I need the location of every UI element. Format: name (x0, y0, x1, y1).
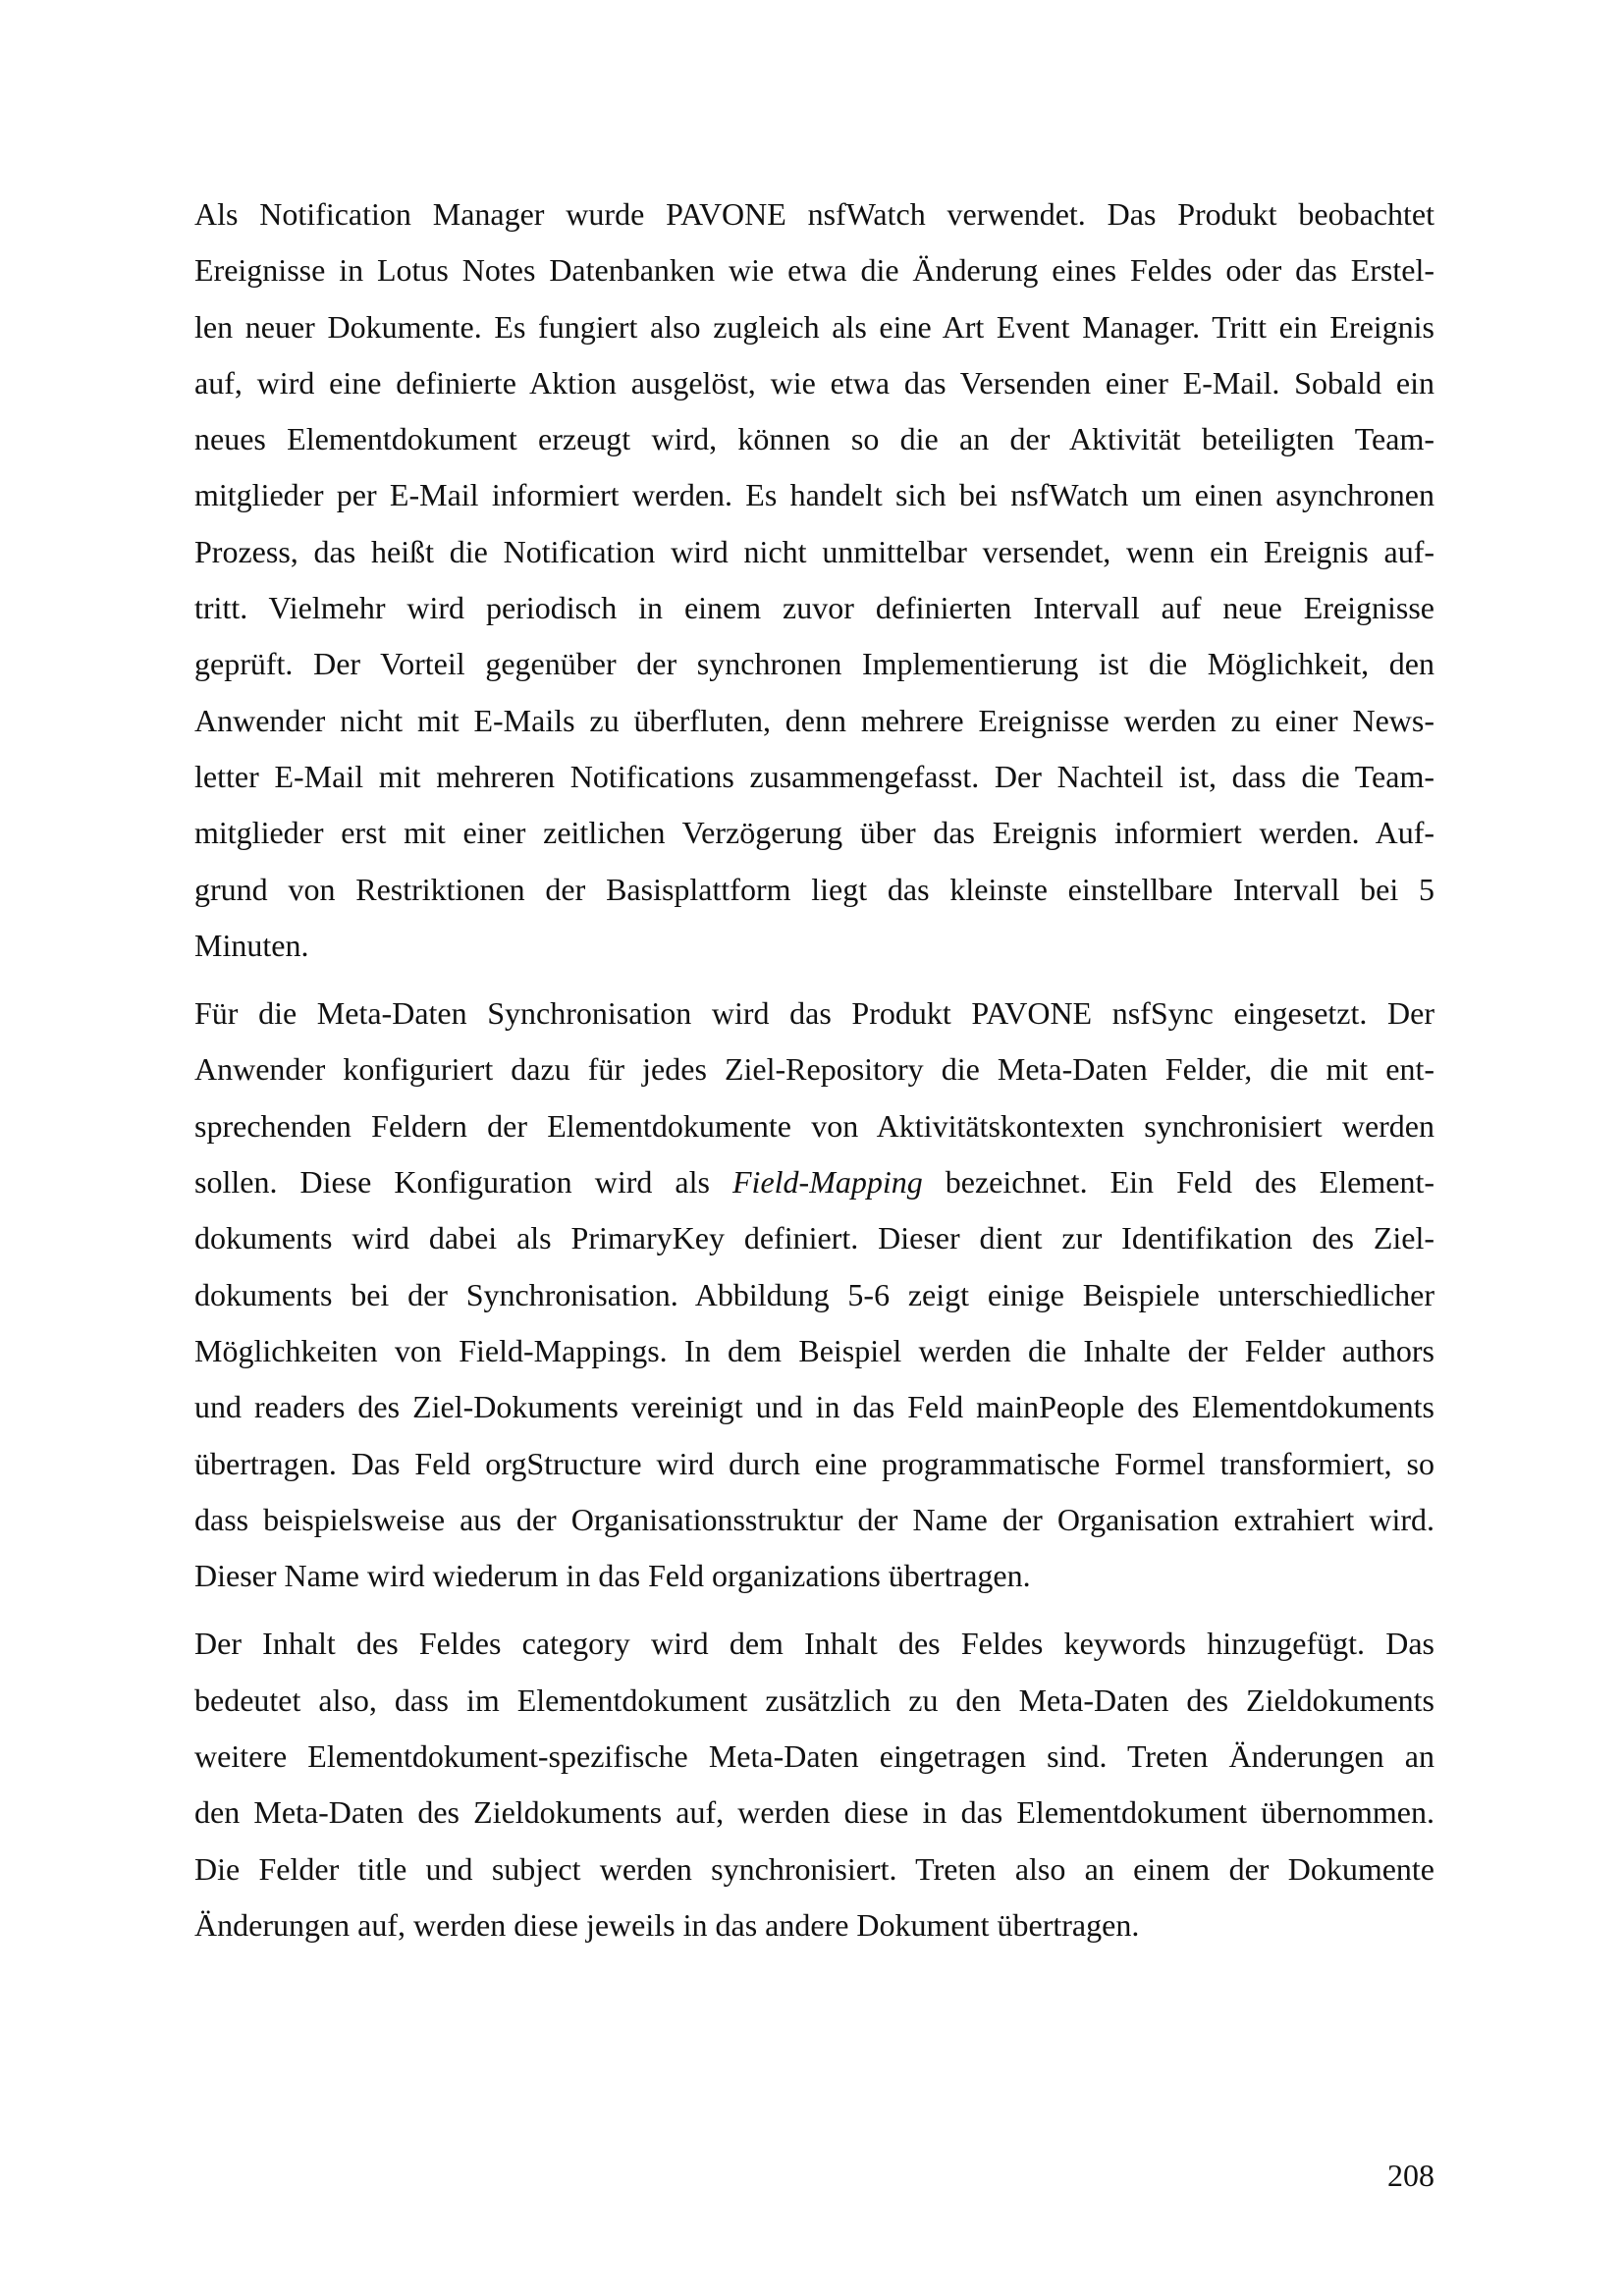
text-line: mitglieder per E-Mail informiert werden. Es handelt sich bei nsfWatch um einen asynchronen (194, 477, 1434, 513)
text-line: Die Felder title und subject werden synchronisiert. Treten also an einem der Dokumente (194, 1850, 1434, 1887)
text-line: Anwender konfiguriert dazu für jedes Ziel-Repository die Meta-Daten Felder, die mit ent- (194, 1051, 1434, 1088)
text-line: mitglieder erst mit einer zeitlichen Verzögerung über das Ereignis informiert werden. Auf- (194, 815, 1434, 851)
text-line: Minuten. (194, 927, 309, 963)
text-line: grund von Restriktionen der Basisplattform liegt das kleinste einstellbare Intervall bei 5 (194, 871, 1434, 907)
text-line: Änderungen auf, werden diese jeweils in das andere Dokument übertragen. (194, 1906, 1140, 1943)
paragraph-metadata-sync (194, 986, 1434, 1604)
text-line: Der Inhalt des Feldes category wird dem Inhalt des Feldes keywords hinzugefügt. Das (194, 1626, 1434, 1662)
text-line: len neuer Dokumente. Es fungiert also zugleich als eine Art Event Manager. Tritt ein Ereignis (194, 308, 1434, 345)
paragraph-category-keywords (194, 1616, 1434, 1953)
text-run: sollen. Diese Konfiguration wird als (194, 1164, 732, 1201)
text-line: Möglichkeiten von Field-Mappings. In dem Beispiel werden die Inhalte der Felder authors (194, 1332, 1434, 1368)
text-line: neues Elementdokument erzeugt wird, können so die an der Aktivität beteiligten Team- (194, 421, 1434, 457)
text-line: Ereignisse in Lotus Notes Datenbanken wie etwa die Änderung eines Feldes oder das Erstel- (194, 252, 1434, 289)
text-line: Dieser Name wird wiederum in das Feld organizations übertragen. (194, 1558, 1031, 1594)
text-line: dokuments bei der Synchronisation. Abbildung 5-6 zeigt einige Beispiele unterschiedlicher (194, 1276, 1434, 1312)
text-line: Anwender nicht mit E-Mails zu überfluten, denn mehrere Ereignisse werden zu einer News- (194, 702, 1434, 738)
text-line: übertragen. Das Feld orgStructure wird durch eine programmatische Formel transformiert, so (194, 1445, 1434, 1481)
text-line: dokuments wird dabei als PrimaryKey definiert. Dieser dient zur Identifikation des Ziel- (194, 1220, 1434, 1256)
text-line: letter E-Mail mit mehreren Notifications zusammengefasst. Der Nachteil ist, dass die Team- (194, 758, 1434, 794)
text-line: Für die Meta-Daten Synchronisation wird das Produkt PAVONE nsfSync eingesetzt. Der (194, 995, 1434, 1032)
text-line: geprüft. Der Vorteil gegenüber der synchronen Implementierung ist die Möglichkeit, den (194, 646, 1434, 682)
text-line: tritt. Vielmehr wird periodisch in einem zuvor definierten Intervall auf neue Ereignisse (194, 590, 1434, 626)
text-line: Prozess, das heißt die Notification wird nicht unmittelbar versendet, wenn ein Ereignis auf- (194, 533, 1434, 569)
text-line: bedeutet also, dass im Elementdokument zusätzlich zu den Meta-Daten des Zieldokuments (194, 1682, 1434, 1718)
text-line: dass beispielsweise aus der Organisationsstruktur der Name der Organisation extrahiert wird. (194, 1501, 1434, 1537)
text-line: auf, wird eine definierte Aktion ausgelöst, wie etwa das Versenden einer E-Mail. Sobald ein (194, 364, 1434, 400)
text-line: Als Notification Manager wurde PAVONE nsfWatch verwendet. Das Produkt beobachtet (194, 196, 1434, 232)
text-line: den Meta-Daten des Zieldokuments auf, werden diese in das Elementdokument übernommen. (194, 1794, 1434, 1831)
text-line: weitere Elementdokument-spezifische Meta-Daten eingetragen sind. Treten Änderungen an (194, 1738, 1434, 1775)
text-line: und readers des Ziel-Dokuments vereinigt und in das Feld mainPeople des Elementdokuments (194, 1389, 1434, 1425)
paragraph-notification-manager (194, 187, 1434, 974)
page-body (194, 187, 1434, 1953)
text-line: sprechenden Feldern der Elementdokumente von Aktivitätskontexten synchronisiert werden (194, 1107, 1434, 1144)
text-run: bezeichnet. Ein Feld des Element- (922, 1164, 1434, 1201)
text-line (194, 1154, 1434, 1210)
field-mapping-term: Field-Mapping (732, 1164, 923, 1201)
page-number: 208 (1387, 2158, 1434, 2193)
